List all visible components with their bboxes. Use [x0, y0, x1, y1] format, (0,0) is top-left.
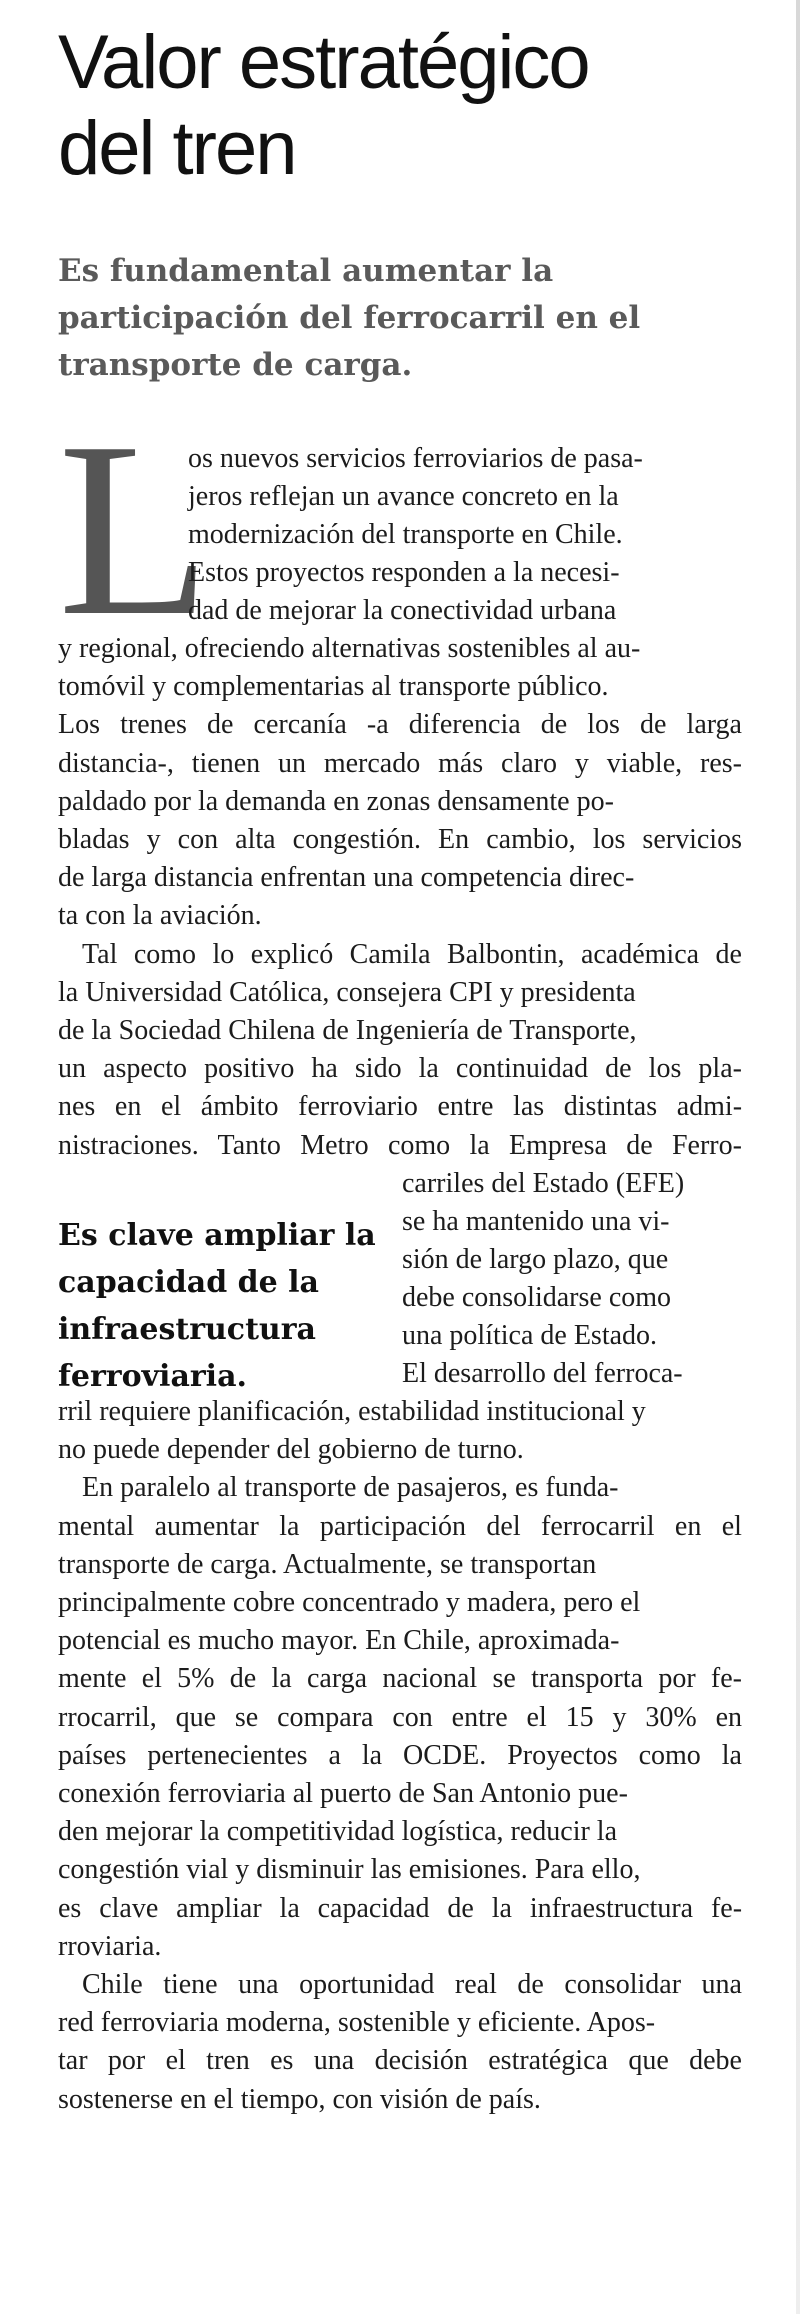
article-title [58, 20, 758, 192]
deck-line: transporte de carga. [58, 347, 413, 383]
deck-line: Es fundamental aumentar la [58, 253, 554, 289]
body-line: es clave ampliar la capacidad de la infraestructura fe- [58, 1892, 743, 1924]
body-line: de larga distancia enfrentan una competencia direc- [58, 862, 635, 894]
article-deck [58, 248, 718, 389]
body-line: Chile tiene una oportunidad real de consolidar una [82, 1969, 742, 2000]
pull-quote-line: Es clave ampliar la [58, 1218, 376, 1253]
pull-quote [58, 1212, 388, 1400]
body-line: modernización del transporte en Chile. [188, 519, 623, 550]
title-line: del tren [58, 106, 296, 191]
body-line: tomóvil y complementarias al transporte público. [58, 671, 609, 703]
scan-edge [796, 0, 800, 2314]
body-line: paldado por la demanda en zonas densamente po- [58, 785, 614, 817]
pull-quote-line: infraestructura [58, 1312, 316, 1347]
body-line: de la Sociedad Chilena de Ingeniería de Transporte, [58, 1015, 637, 1046]
body-line: dad de mejorar la conectividad urbana [188, 595, 617, 626]
pull-quote-line: ferroviaria. [58, 1359, 247, 1394]
body-line: mente el 5% de la carga nacional se transporta por fe- [58, 1663, 743, 1695]
body-line: carriles del Estado (EFE) [402, 1168, 685, 1199]
body-line: mental aumentar la participación del ferrocarril en el [58, 1510, 742, 1542]
body-line: principalmente cobre concentrado y madera, pero el [58, 1587, 641, 1618]
body-line: nistraciones. Tanto Metro como la Empresa de Ferro- [58, 1129, 742, 1161]
title-line: Valor estratégico [58, 20, 589, 105]
body-line: ta con la aviación. [58, 900, 262, 932]
body-line: la Universidad Católica, consejera CPI y presidenta [58, 976, 636, 1008]
body-line: den mejorar la competitividad logística, reducir la [58, 1816, 618, 1848]
body-line: debe consolidarse como [402, 1282, 672, 1313]
pull-quote-line: capacidad de la [58, 1265, 319, 1300]
body-line: rril requiere planificación, estabilidad institucional y [58, 1396, 646, 1427]
body-line: os nuevos servicios ferroviarios de pasa- [188, 443, 643, 474]
body-line: países pertenecientes a la OCDE. Proyectos como la [58, 1739, 742, 1771]
body-line: una política de Estado. [402, 1320, 658, 1351]
deck-line: participación del ferrocarril en el [58, 300, 641, 336]
body-line: nes en el ámbito ferroviario entre las distintas admi- [58, 1091, 743, 1123]
body-line: conexión ferroviaria al puerto de San Antonio pue- [58, 1778, 628, 1809]
body-line: sión de largo plazo, que [402, 1244, 669, 1275]
body-line: bladas y con alta congestión. En cambio, los servicios [58, 824, 742, 855]
body-line: Estos proyectos responden a la necesi- [188, 557, 620, 588]
body-line: red ferroviaria moderna, sostenible y eficiente. Apos- [58, 2007, 656, 2039]
body-line: transporte de carga. Actualmente, se transportan [58, 1548, 597, 1580]
body-line: distancia-, tienen un mercado más claro y viable, res- [58, 747, 742, 779]
body-line: no puede depender del gobierno de turno. [58, 1434, 524, 1466]
body-line: Tal como lo explicó Camila Balbontin, académica de [82, 938, 742, 970]
drop-cap: L [58, 391, 211, 668]
body-line: sostenerse en el tiempo, con visión de país. [58, 2083, 541, 2115]
body-line: En paralelo al transporte de pasajeros, es funda- [82, 1472, 619, 1504]
body-line: rroviaria. [58, 1930, 162, 1962]
body-line: y regional, ofreciendo alternativas sostenibles al au- [58, 633, 641, 664]
body-line: potencial es mucho mayor. En Chile, aproximada- [58, 1625, 620, 1657]
body-line: jeros reflejan un avance concreto en la [188, 481, 619, 512]
body-line: Los trenes de cercanía -a diferencia de los de larga [58, 709, 742, 741]
body-line: se ha mantenido una vi- [402, 1206, 670, 1237]
body-line: tar por el tren es una decisión estratégica que debe [58, 2045, 742, 2077]
body-line: un aspecto positivo ha sido la continuidad de los pla- [58, 1053, 742, 1085]
body-line: rrocarril, que se compara con entre el 15 y 30% en [58, 1701, 742, 1733]
body-line: congestión vial y disminuir las emisiones. Para ello, [58, 1854, 641, 1886]
body-line: El desarrollo del ferroca- [402, 1358, 683, 1389]
